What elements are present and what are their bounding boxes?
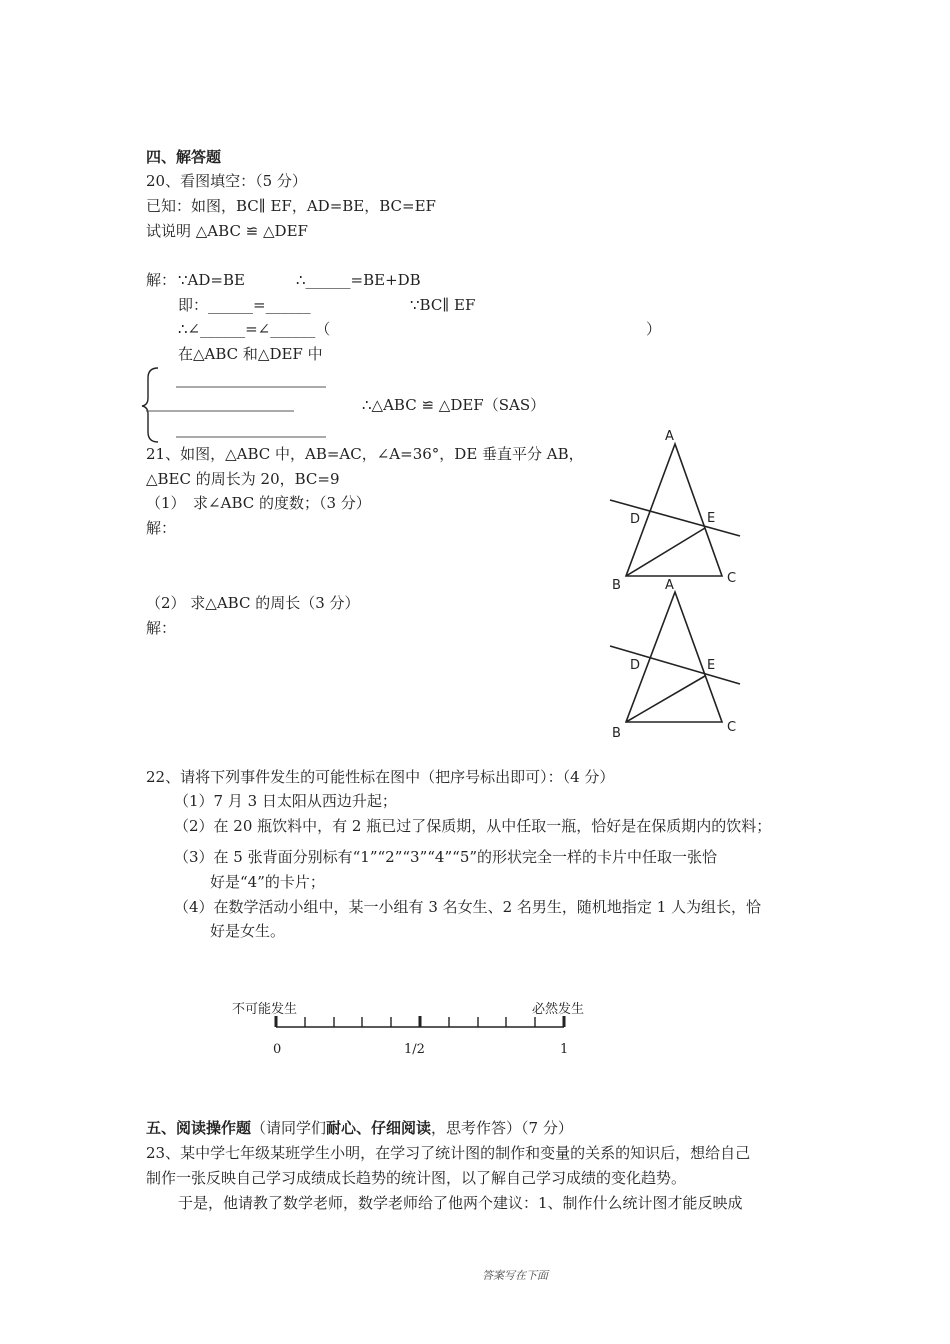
fig1-label-A: A (665, 429, 674, 444)
section5-note-a: （请同学们 (251, 1119, 327, 1137)
q21-head2: △BEC 的周长为 20，BC=9 (146, 470, 340, 488)
q20-known: 已知：如图，BC∥ EF，AD=BE，BC=EF (146, 197, 436, 215)
q22-item-2: （2）在 20 瓶饮料中，有 2 瓶已过了保质期，从中任取一瓶，恰好是在保质期内的饮料； (174, 817, 772, 835)
q20-head: 20、看图填空：（5 分） (146, 172, 307, 190)
q22-item-3: （3）在 5 张背面分别标有“1”“2”“3”“4”“5”的形状完全一样的卡片中任取一张恰 (174, 848, 718, 866)
q20-solution-label: 解： (146, 271, 177, 289)
q21-solution2: 解： (146, 619, 177, 637)
q20-line4: 在△ABC 和△DEF 中 (178, 345, 323, 363)
q22-head: 22、请将下列事件发生的可能性标在图中（把序号标出即可）：（4 分） (146, 768, 615, 786)
fig2-label-C: C (727, 720, 737, 735)
section5-title: 五、阅读操作题 (146, 1119, 252, 1137)
q20-line2b: ∵BC∥ EF (410, 296, 476, 314)
q20-line1a: ∵AD=BE (178, 271, 245, 289)
q20-line3: ∴∠______=∠______（ (178, 320, 331, 338)
q21-part1: （1） 求∠ABC 的度数；（3 分） (146, 494, 371, 512)
scale-left-label: 不可能发生 (232, 1002, 298, 1017)
scale-right-label: 必然发生 (532, 1002, 585, 1017)
q20-line2a: 即：______=______ (178, 296, 311, 314)
q20-line1b: ∴______=BE+DB (296, 271, 421, 289)
section5-title-line (146, 1118, 573, 1138)
q23-line-2: 制作一张反映自己学习成绩成长趋势的统计图，以了解自己学习成绩的变化趋势。 (146, 1169, 687, 1187)
section5-note-c: ，思考作答）（7 分） (431, 1119, 573, 1137)
q20-prove: 试说明 △ABC ≌ △DEF (146, 222, 308, 240)
page-footer: 答案写在下面 (482, 1269, 548, 1282)
fig2-label-D: D (630, 658, 641, 673)
q23-line-3: 于是，他请教了数学老师，数学老师给了他两个建议：1、制作什么统计图才能反映成 (178, 1194, 743, 1212)
q21-part2: （2） 求△ABC 的周长（3 分） (146, 594, 360, 612)
q20-line3-close: ） (646, 320, 662, 338)
fig1-label-B: B (612, 578, 621, 593)
section4-title: 四、解答题 (146, 148, 222, 166)
q22-item-3-cont: 好是“4”的卡片； (210, 873, 325, 891)
fig1-label-D: D (630, 512, 641, 527)
q22-item-1: （1）7 月 3 日太阳从西边升起； (174, 792, 397, 810)
fig2-label-B: B (612, 726, 621, 741)
q20-conclusion: ∴△ABC ≌ △DEF（SAS） (362, 396, 546, 414)
fig2-label-E: E (707, 658, 716, 673)
fig2-label-A: A (665, 578, 674, 593)
scale-tick-half: 1/2 (404, 1042, 425, 1057)
triangle-figure-2 (610, 592, 740, 722)
section5-note-b: 耐心、仔细阅读 (326, 1119, 432, 1137)
q22-item-4-cont: 好是女生。 (210, 922, 286, 940)
fig1-label-C: C (727, 571, 737, 586)
scale-tick-0: 0 (273, 1042, 282, 1057)
q23-line-1: 23、某中学七年级某班学生小明，在学习了统计图的制作和变量的关系的知识后，想给自己 (146, 1144, 751, 1162)
q21-solution1: 解： (146, 519, 177, 537)
left-brace (142, 368, 158, 442)
probability-scale (276, 1016, 564, 1027)
q21-head: 21、如图，△ABC 中，AB=AC，∠A=36°，DE 垂直平分 AB， (146, 445, 584, 463)
scale-tick-1: 1 (560, 1042, 569, 1057)
triangle-figure-1 (610, 444, 740, 576)
fig1-label-E: E (707, 511, 716, 526)
q22-item-4: （4）在数学活动小组中，某一小组有 3 名女生、2 名男生，随机地指定 1 人为组长，恰 (174, 898, 762, 916)
